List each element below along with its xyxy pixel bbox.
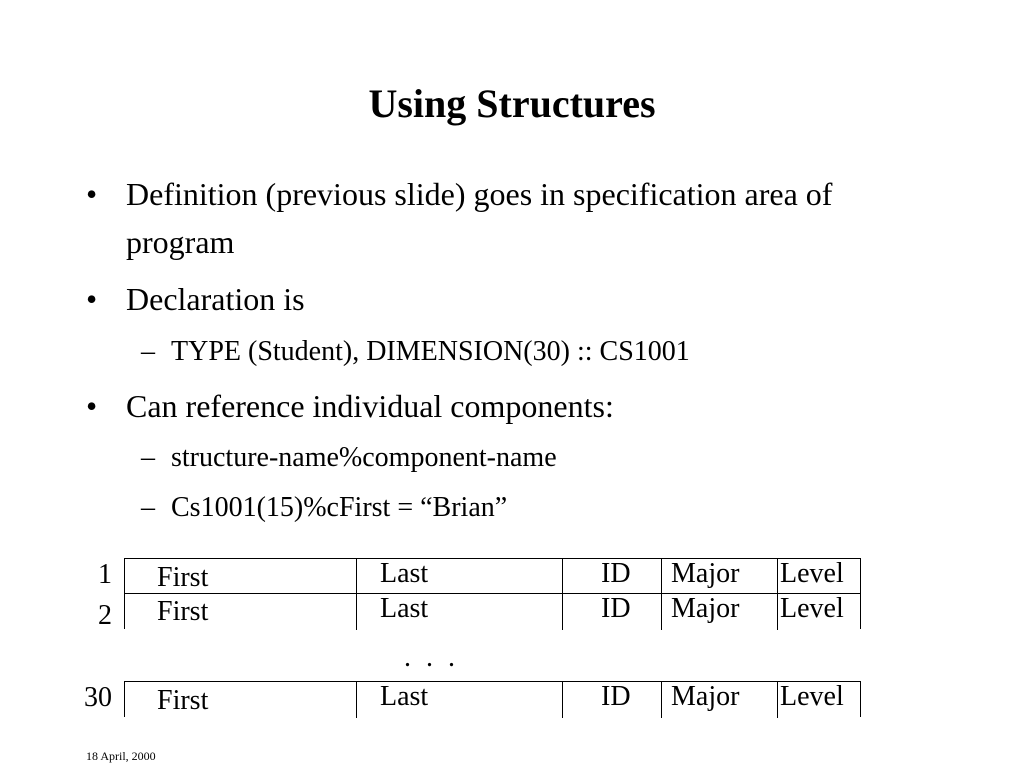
field-id: ID — [601, 593, 631, 624]
bullet-marker: • — [86, 388, 98, 424]
cell-divider — [661, 682, 662, 718]
field-first: First — [157, 596, 209, 627]
cell-divider — [356, 682, 357, 718]
field-last: Last — [380, 681, 429, 712]
cell-divider — [356, 559, 357, 595]
bullet-marker: • — [86, 281, 98, 317]
field-last: Last — [380, 558, 429, 589]
sub-bullet-text: Cs1001(15)%cFirst = “Brian” — [171, 492, 508, 523]
sub-bullet-marker: – — [141, 336, 155, 367]
cell-divider — [562, 682, 563, 718]
sub-bullet-marker: – — [141, 492, 155, 523]
record-row — [0, 558, 1024, 594]
footer-date: 18 April, 2000 — [86, 749, 156, 763]
row-index: 1 — [98, 559, 112, 590]
slide-title: Using Structures — [368, 81, 656, 126]
field-level: Level — [780, 681, 844, 712]
cell-divider — [661, 594, 662, 630]
row-index: 30 — [84, 682, 112, 713]
field-level: Level — [780, 558, 844, 589]
record-row — [0, 681, 1024, 717]
cell-divider — [777, 682, 778, 718]
record-row — [0, 593, 1024, 629]
cell-divider — [777, 594, 778, 630]
bullet-text: Definition (previous slide) goes in specification area of program — [126, 176, 833, 260]
cell-divider — [562, 594, 563, 630]
sub-bullet-marker: – — [141, 442, 155, 473]
field-first: First — [157, 685, 209, 716]
field-major: Major — [671, 593, 740, 624]
bullet-marker: • — [86, 176, 98, 212]
field-id: ID — [601, 558, 631, 589]
cell-divider — [356, 594, 357, 630]
cell-divider — [562, 559, 563, 595]
field-major: Major — [671, 681, 740, 712]
field-first: First — [157, 562, 209, 593]
field-last: Last — [380, 593, 429, 624]
sub-bullet-text: TYPE (Student), DIMENSION(30) :: CS1001 — [171, 336, 690, 367]
field-level: Level — [780, 593, 844, 624]
cell-divider — [661, 559, 662, 595]
field-id: ID — [601, 681, 631, 712]
cell-divider — [777, 559, 778, 595]
bullet-text: Declaration is — [126, 281, 305, 317]
ellipsis: . . . — [404, 642, 459, 673]
row-index: 2 — [98, 600, 112, 631]
record-box — [124, 558, 861, 594]
field-major: Major — [671, 558, 740, 589]
sub-bullet-text: structure-name%component-name — [171, 442, 557, 473]
record-box — [124, 681, 861, 717]
bullet-text: Can reference individual components: — [126, 388, 614, 424]
record-box — [124, 593, 861, 629]
